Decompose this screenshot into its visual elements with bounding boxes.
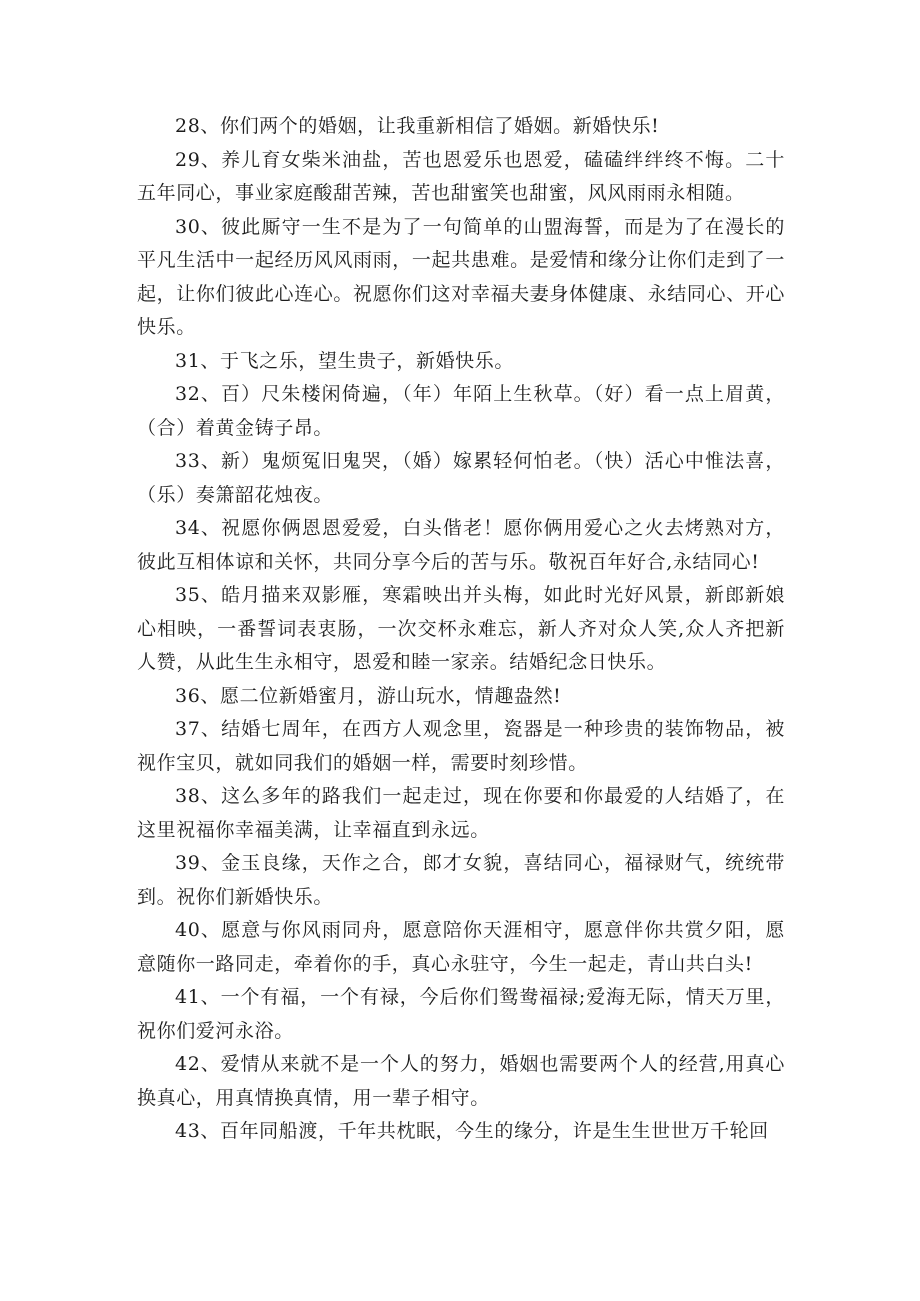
paragraph-30: 30、彼此厮守一生不是为了一句简单的山盟海誓，而是为了在漫长的平凡生活中一起经历风风雨雨，一起共患难。是爱情和缘分让你们走到了一起，让你们彼此心连心。祝愿你们这对幸福夫妻身体健康、永结同心、开心快乐。 (137, 215, 785, 338)
document-body (137, 110, 785, 1149)
paragraph-37: 37、结婚七周年，在西方人观念里，瓷器是一种珍贵的装饰物品，被视作宝贝，就如同我们的婚姻一样，需要时刻珍惜。 (137, 718, 785, 774)
paragraph-43: 43、百年同船渡，千年共枕眠，今生的缘分，许是生生世世万千轮回 (175, 1120, 769, 1142)
paragraph-40: 40、愿意与你风雨同舟，愿意陪你天涯相守，愿意伴你共赏夕阳，愿意随你一路同走，牵着你的手，真心永驻守，今生一起走，青山共白头! (137, 919, 785, 975)
paragraph-31: 31、于飞之乐，望生贵子，新婚快乐。 (175, 349, 514, 372)
paragraph-42: 42、爱情从来就不是一个人的努力，婚姻也需要两个人的经营,用真心换真心，用真情换真情，用一辈子相守。 (137, 1053, 785, 1109)
paragraph-29: 29、养儿育女柴米油盐，苦也恩爱乐也恩爱，磕磕绊绊终不悔。二十五年同心，事业家庭酸甜苦辣，苦也甜蜜笑也甜蜜，风风雨雨永相随。 (137, 148, 785, 204)
paragraph-36: 36、愿二位新婚蜜月，游山玩水，情趣盎然! (175, 684, 562, 707)
paragraph-35: 35、皓月描来双影雁，寒霜映出并头梅，如此时光好风景，新郎新娘心相映，一番誓词表衷肠，一次交杯永难忘，新人齐对众人笑,众人齐把新人赞，从此生生永相守，恩爱和睦一家亲。结婚纪念日快乐。 (137, 584, 785, 673)
paragraph-33: 33、新）鬼烦冤旧鬼哭，（婚）嫁累轻何怕老。（快）活心中惟法喜，（乐）奏箫韶花烛夜。 (137, 450, 785, 506)
paragraph-39: 39、金玉良缘，天作之合，郎才女貌，喜结同心，福禄财气，统统带到。祝你们新婚快乐。 (137, 852, 785, 908)
paragraph-34: 34、祝愿你俩恩恩爱爱，白头偕老！愿你俩用爱心之火去烤熟对方，彼此互相体谅和关怀，共同分享今后的苦与乐。敬祝百年好合,永结同心! (137, 517, 785, 573)
paragraph-28: 28、你们两个的婚姻，让我重新相信了婚姻。新婚快乐! (175, 115, 660, 137)
paragraph-38: 38、这么多年的路我们一起走过，现在你要和你最爱的人结婚了，在这里祝福你幸福美满，让幸福直到永远。 (137, 785, 785, 841)
paragraph-32: 32、百）尺朱楼闲倚遍，（年）年陌上生秋草。（好）看一点上眉黄，（合）着黄金铸子昂。 (137, 383, 785, 439)
paragraph-41: 41、一个有福，一个有禄，今后你们鸳鸯福禄;爱海无际，情天万里，祝你们爱河永浴。 (137, 986, 785, 1042)
